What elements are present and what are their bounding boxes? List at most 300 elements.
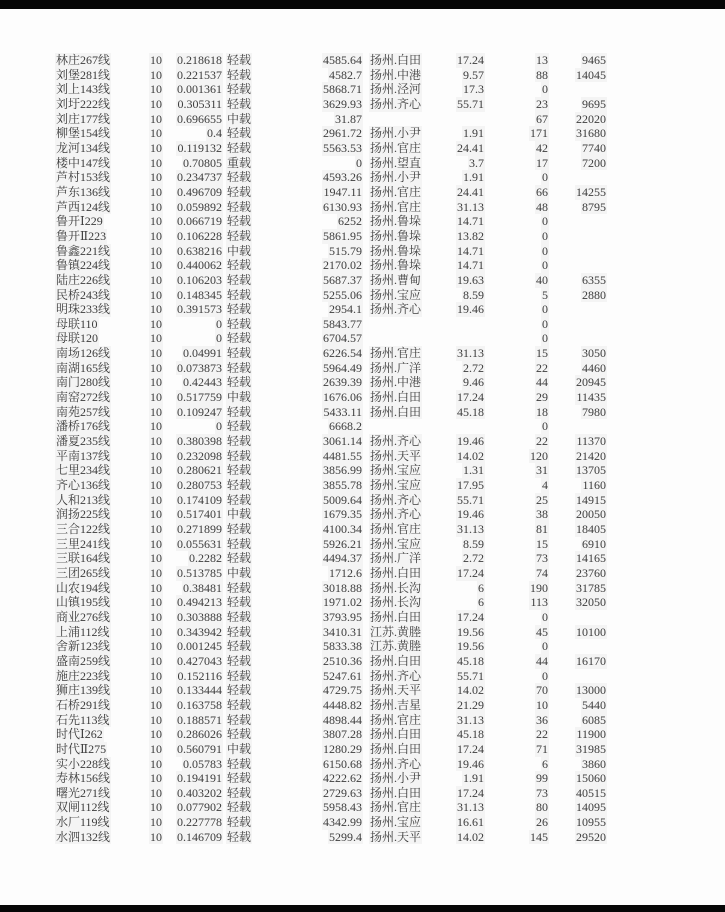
cell-value2: 24.41 [457,140,484,155]
cell-name: 平南137线 [56,448,111,463]
cell-load_ratio: 0.271899 [177,522,222,536]
table-row[interactable] [55,551,607,566]
cell-load_ratio: 0 [216,316,222,331]
cell-voltage: 10 [150,712,162,727]
cell-name: 芦西124线 [56,199,111,214]
cell-value4: 16170 [576,653,606,668]
cell-value2: 31.13 [457,712,484,727]
cell-value4: 32050 [576,595,606,610]
cell-value2: 17.24 [457,390,484,405]
cell-location: 扬州.宝应 [370,815,422,830]
cell-name: 狮庄139线 [56,683,111,698]
cell-value2: 45.18 [457,404,484,419]
cell-value4: 9695 [582,96,606,111]
cell-load_level: 轻载 [227,536,252,551]
table-row[interactable] [55,200,607,215]
table-row[interactable] [55,815,607,830]
cell-value2: 19.46 [457,507,484,522]
cell-value2: 8.59 [463,287,484,302]
table-row[interactable] [55,375,607,390]
table-row[interactable] [55,463,607,478]
cell-value2: 19.56 [457,624,484,639]
cell-load_ratio: 0.343942 [177,624,222,639]
cell-value3: 88 [536,67,548,82]
cell-load_ratio: 0.221537 [177,67,222,82]
cell-voltage: 10 [150,595,162,610]
table-row[interactable] [55,331,607,346]
cell-load_ratio: 0.696655 [177,111,222,126]
cell-value4: 21420 [576,448,606,463]
cell-location: 扬州.白田 [370,785,422,800]
cell-voltage: 10 [150,624,162,639]
table-row[interactable] [55,581,607,596]
table-row[interactable] [55,830,607,845]
cell-value4: 14255 [576,184,606,199]
cell-load_ratio: 0.001361 [177,82,222,97]
table-row[interactable] [55,625,607,640]
cell-name: 七里234线 [56,463,111,478]
cell-location: 扬州.官庄 [370,140,422,155]
cell-value2: 2.72 [463,551,484,566]
cell-value3: 0 [542,639,548,654]
table-row[interactable] [55,141,607,156]
cell-load_level: 轻载 [227,316,252,331]
cell-load_ratio: 0.280753 [177,478,222,493]
cell-value3: 31 [536,463,548,478]
table-row[interactable] [55,170,607,185]
cell-value4 [549,639,607,654]
cell-name: 刘圩222线 [56,96,111,111]
cell-value3: 99 [536,771,548,786]
cell-name: 民桥243线 [56,287,111,302]
cell-load_level: 轻载 [227,580,252,595]
cell-name: 刘堡281线 [56,67,111,82]
cell-value4: 7200 [582,155,606,170]
cell-value3: 113 [530,595,548,610]
cell-load_level: 轻载 [227,522,252,536]
cell-value1: 5687.37 [323,272,362,287]
cell-value3: 22 [536,360,548,375]
cell-value2: 31.13 [457,800,484,815]
cell-value1: 3629.93 [323,96,362,111]
cell-voltage: 10 [150,800,162,815]
cell-load_level: 轻载 [227,800,252,815]
cell-value4: 8795 [582,199,606,214]
cell-value3: 0 [542,302,548,317]
cell-load_ratio: 0.218618 [177,53,222,67]
cell-load_level: 轻载 [227,478,252,493]
cell-load_ratio: 0.163758 [177,697,222,712]
table-row[interactable] [55,683,607,698]
table-row[interactable] [55,595,607,610]
cell-location [363,112,447,127]
cell-value3: 73 [536,551,548,566]
cell-value3: 44 [536,653,548,668]
cell-value4: 4460 [582,360,606,375]
cell-value1: 5009.64 [323,492,362,507]
cell-location: 扬州.白田 [370,404,422,419]
cell-location: 扬州.宝应 [370,478,422,493]
cell-value3: 15 [536,536,548,551]
cell-value4: 6910 [582,536,606,551]
table-row[interactable] [55,800,607,815]
cell-value3: 71 [536,741,548,756]
table-row[interactable] [55,185,607,200]
cell-location: 扬州.白田 [370,390,422,405]
cell-value4: 14045 [576,67,606,82]
cell-load_level: 轻载 [227,96,252,111]
cell-value1: 5433.11 [323,404,362,419]
cell-name: 南窑272线 [56,390,111,405]
cell-value1: 5843.77 [323,316,362,331]
table-row[interactable] [55,126,607,141]
cell-value1: 1679.35 [323,507,362,522]
cell-name: 施庄223线 [56,668,111,683]
cell-voltage: 10 [150,360,162,375]
cell-location: 扬州.鲁垛 [370,243,422,258]
cell-value2: 21.29 [457,697,484,712]
table-row[interactable] [55,419,607,434]
cell-voltage: 10 [150,697,162,712]
cell-voltage: 10 [150,419,162,434]
cell-value1: 4448.82 [323,697,362,712]
line-table [55,53,607,844]
table-row[interactable] [55,566,607,581]
cell-location: 扬州.天平 [370,448,422,463]
cell-value1: 6130.93 [323,199,362,214]
cell-value1: 6226.54 [323,346,362,361]
cell-voltage: 10 [150,375,162,390]
cell-value4: 6355 [582,272,606,287]
cell-value4: 9465 [582,53,606,67]
cell-value4: 22020 [576,111,606,126]
cell-value3: 44 [536,375,548,390]
table-row[interactable] [55,361,607,376]
cell-name: 南湖165线 [56,360,111,375]
cell-value1: 4729.75 [323,683,362,698]
table-row[interactable] [55,610,607,625]
cell-load_level: 轻载 [227,609,252,624]
cell-value1: 5964.49 [323,360,362,375]
table-row[interactable] [55,288,607,303]
cell-value1: 2729.63 [323,785,362,800]
cell-value1: 4100.34 [323,522,362,536]
cell-value3: 26 [536,815,548,830]
table-row[interactable] [55,68,607,83]
cell-name: 明珠233线 [56,302,111,317]
cell-name: 三里241线 [56,536,111,551]
cell-voltage: 10 [150,609,162,624]
table-row[interactable] [55,507,607,522]
cell-location: 扬州.宝应 [370,536,422,551]
cell-location: 扬州.官庄 [370,184,422,199]
cell-load_ratio: 0.227778 [177,815,222,830]
cell-location: 扬州.小尹 [370,170,422,185]
cell-location: 扬州.白田 [370,609,422,624]
top-black-bar [0,0,725,9]
cell-value2: 19.46 [457,756,484,771]
table-row[interactable] [55,654,607,669]
cell-location: 扬州.白田 [370,727,422,742]
table-row[interactable] [55,346,607,361]
cell-value4: 5440 [582,697,606,712]
cell-load_ratio: 0.440062 [177,258,222,273]
cell-value1: 2639.39 [323,375,362,390]
table-row[interactable] [55,639,607,654]
table-row[interactable] [55,742,607,757]
table-row[interactable] [55,244,607,259]
cell-location: 扬州.天平 [370,683,422,698]
cell-value2: 31.13 [457,522,484,536]
cell-value1: 4481.55 [323,448,362,463]
cell-load_level: 轻载 [227,829,252,844]
cell-voltage: 10 [150,67,162,82]
cell-name: 曙光271线 [56,785,111,800]
table-row[interactable] [55,449,607,464]
table-row[interactable] [55,258,607,273]
cell-name: 实小228线 [56,756,111,771]
cell-location: 扬州.齐心 [370,492,422,507]
table-row[interactable] [55,302,607,317]
cell-name: 石桥291线 [56,697,111,712]
cell-voltage: 10 [150,639,162,654]
cell-value3: 0 [542,243,548,258]
cell-voltage: 10 [150,390,162,405]
cell-load_level: 轻载 [227,214,252,229]
cell-value2: 24.41 [457,184,484,199]
cell-location: 扬州.齐心 [370,96,422,111]
cell-location [363,317,447,332]
cell-value4 [549,244,607,259]
line-table-body [55,53,607,844]
cell-value1: 5255.06 [323,287,362,302]
cell-value3: 190 [530,580,548,595]
table-row[interactable] [55,757,607,772]
cell-value1: 3807.28 [323,727,362,742]
cell-value1: 3855.78 [323,478,362,493]
cell-name: 商业276线 [56,609,111,624]
table-row[interactable] [55,112,607,127]
table-row[interactable] [55,97,607,112]
cell-load_level: 轻载 [227,272,252,287]
cell-location: 扬州.望直 [370,155,422,170]
cell-value3: 6 [542,756,548,771]
cell-value3: 0 [542,609,548,624]
cell-load_level: 轻载 [227,126,252,141]
table-row[interactable] [55,537,607,552]
cell-value2: 55.71 [457,492,484,507]
cell-load_ratio: 0.194191 [177,771,222,786]
cell-voltage: 10 [150,258,162,273]
cell-value2: 14.71 [457,243,484,258]
table-row[interactable] [55,713,607,728]
cell-value4: 20945 [576,375,606,390]
cell-load_ratio: 0.403202 [177,785,222,800]
table-row[interactable] [55,390,607,405]
cell-value4 [549,610,607,625]
cell-value3: 17 [536,155,548,170]
cell-voltage: 10 [150,815,162,830]
table-row[interactable] [55,229,607,244]
cell-value1: 3793.95 [323,609,362,624]
cell-load_level: 中载 [227,243,252,258]
cell-location: 扬州.官庄 [370,199,422,214]
cell-load_level: 轻载 [227,140,252,155]
cell-voltage: 10 [150,771,162,786]
cell-load_level: 中载 [227,565,252,580]
cell-name: 舍新123线 [56,639,111,654]
cell-voltage: 10 [150,111,162,126]
cell-load_level: 轻载 [227,199,252,214]
cell-value4: 10100 [576,624,606,639]
cell-name: 芦村153线 [56,170,111,185]
cell-value3: 81 [536,522,548,536]
cell-value2: 14.02 [457,829,484,844]
table-row[interactable] [55,522,607,537]
cell-value1: 4342.99 [323,815,362,830]
table-row[interactable] [55,698,607,713]
cell-value1: 5563.53 [323,140,362,155]
cell-voltage: 10 [150,96,162,111]
table-row[interactable] [55,771,607,786]
cell-value3: 145 [530,829,548,844]
cell-value1: 6252 [338,214,362,229]
cell-location: 扬州.鲁垛 [370,258,422,273]
cell-name: 鲁鑫221线 [56,243,111,258]
cell-value2: 1.91 [463,771,484,786]
cell-voltage: 10 [150,184,162,199]
cell-value1: 4494.37 [323,551,362,566]
cell-value1: 5861.95 [323,228,362,243]
cell-value1: 5299.4 [329,829,362,844]
cell-value2 [447,112,485,127]
cell-value4 [549,258,607,273]
table-row[interactable] [55,53,607,68]
cell-location: 扬州.广洋 [370,360,422,375]
table-row[interactable] [55,434,607,449]
cell-location: 扬州.长沟 [370,580,422,595]
cell-value4 [549,214,607,229]
cell-load_ratio: 0.517759 [177,390,222,405]
cell-location: 扬州.鲁垛 [370,214,422,229]
cell-load_ratio: 0.234737 [177,170,222,185]
cell-location [363,419,447,434]
cell-load_ratio: 0.073873 [177,360,222,375]
table-row[interactable] [55,478,607,493]
cell-load_level: 轻载 [227,712,252,727]
cell-value1: 2954.1 [329,302,362,317]
cell-load_ratio: 0.638216 [177,243,222,258]
table-row[interactable] [55,493,607,508]
cell-load_ratio: 0.148345 [177,287,222,302]
cell-load_level: 轻载 [227,404,252,419]
cell-load_level: 中载 [227,741,252,756]
cell-value2: 13.82 [457,228,484,243]
cell-voltage: 10 [150,82,162,97]
cell-value1: 1676.06 [323,390,362,405]
cell-location: 扬州.中港 [370,375,422,390]
cell-value1: 4593.26 [323,170,362,185]
cell-name: 鲁开Ⅱ223 [56,228,107,243]
cell-value1: 5926.21 [323,536,362,551]
cell-location: 扬州.小尹 [370,126,422,141]
cell-name: 刘上143线 [56,82,111,97]
cell-voltage: 10 [150,492,162,507]
table-row[interactable] [55,273,607,288]
cell-value3: 38 [536,507,548,522]
cell-name: 鲁开Ⅰ229 [56,214,103,229]
cell-value1: 2961.72 [323,126,362,141]
cell-voltage: 10 [150,316,162,331]
table-row[interactable] [55,317,607,332]
cell-value1: 3061.14 [323,434,362,449]
cell-voltage: 10 [150,228,162,243]
cell-value2: 19.63 [457,272,484,287]
cell-voltage: 10 [150,756,162,771]
cell-load_level: 轻载 [227,785,252,800]
cell-value1: 5958.43 [323,800,362,815]
cell-value2: 17.24 [457,785,484,800]
cell-load_ratio: 0.2282 [189,551,222,566]
cell-location: 扬州.广洋 [370,551,422,566]
table-row[interactable] [55,214,607,229]
cell-load_level: 轻载 [227,653,252,668]
cell-location: 扬州.官庄 [370,712,422,727]
table-row[interactable] [55,156,607,171]
cell-value2: 14.71 [457,258,484,273]
cell-voltage: 10 [150,785,162,800]
cell-name: 南场126线 [56,346,111,361]
cell-load_level: 轻载 [227,639,252,654]
cell-location: 扬州.白田 [370,53,422,67]
cell-value1: 6704.57 [323,331,362,346]
cell-value2 [447,419,485,434]
cell-value3: 36 [536,712,548,727]
cell-location: 扬州.官庄 [370,346,422,361]
table-row[interactable] [55,786,607,801]
table-row[interactable] [55,727,607,742]
cell-value1: 2510.36 [323,653,362,668]
cell-voltage: 10 [150,214,162,229]
cell-load_ratio: 0.001245 [177,639,222,654]
table-row[interactable] [55,405,607,420]
cell-name: 山镇195线 [56,595,111,610]
table-row[interactable] [55,669,607,684]
cell-name: 鲁镇224线 [56,258,111,273]
bottom-black-bar [0,905,725,912]
cell-value4: 14165 [576,551,606,566]
cell-voltage: 10 [150,683,162,698]
cell-value1: 1947.11 [323,184,362,199]
cell-load_ratio: 0.494213 [177,595,222,610]
cell-location: 扬州.小尹 [370,771,422,786]
cell-load_ratio: 0.077902 [177,800,222,815]
cell-load_ratio: 0.059892 [177,199,222,214]
table-row[interactable] [55,82,607,97]
cell-value3: 171 [530,126,548,141]
cell-value4: 31985 [576,741,606,756]
cell-value3: 120 [530,448,548,463]
cell-voltage: 10 [150,478,162,493]
cell-load_level: 轻载 [227,287,252,302]
cell-location: 扬州.白田 [370,565,422,580]
cell-voltage: 10 [150,565,162,580]
cell-load_level: 轻载 [227,463,252,478]
cell-value2: 31.13 [457,199,484,214]
cell-value3: 0 [542,258,548,273]
cell-location: 江苏.黄塍 [370,624,422,639]
cell-load_level: 轻载 [227,302,252,317]
